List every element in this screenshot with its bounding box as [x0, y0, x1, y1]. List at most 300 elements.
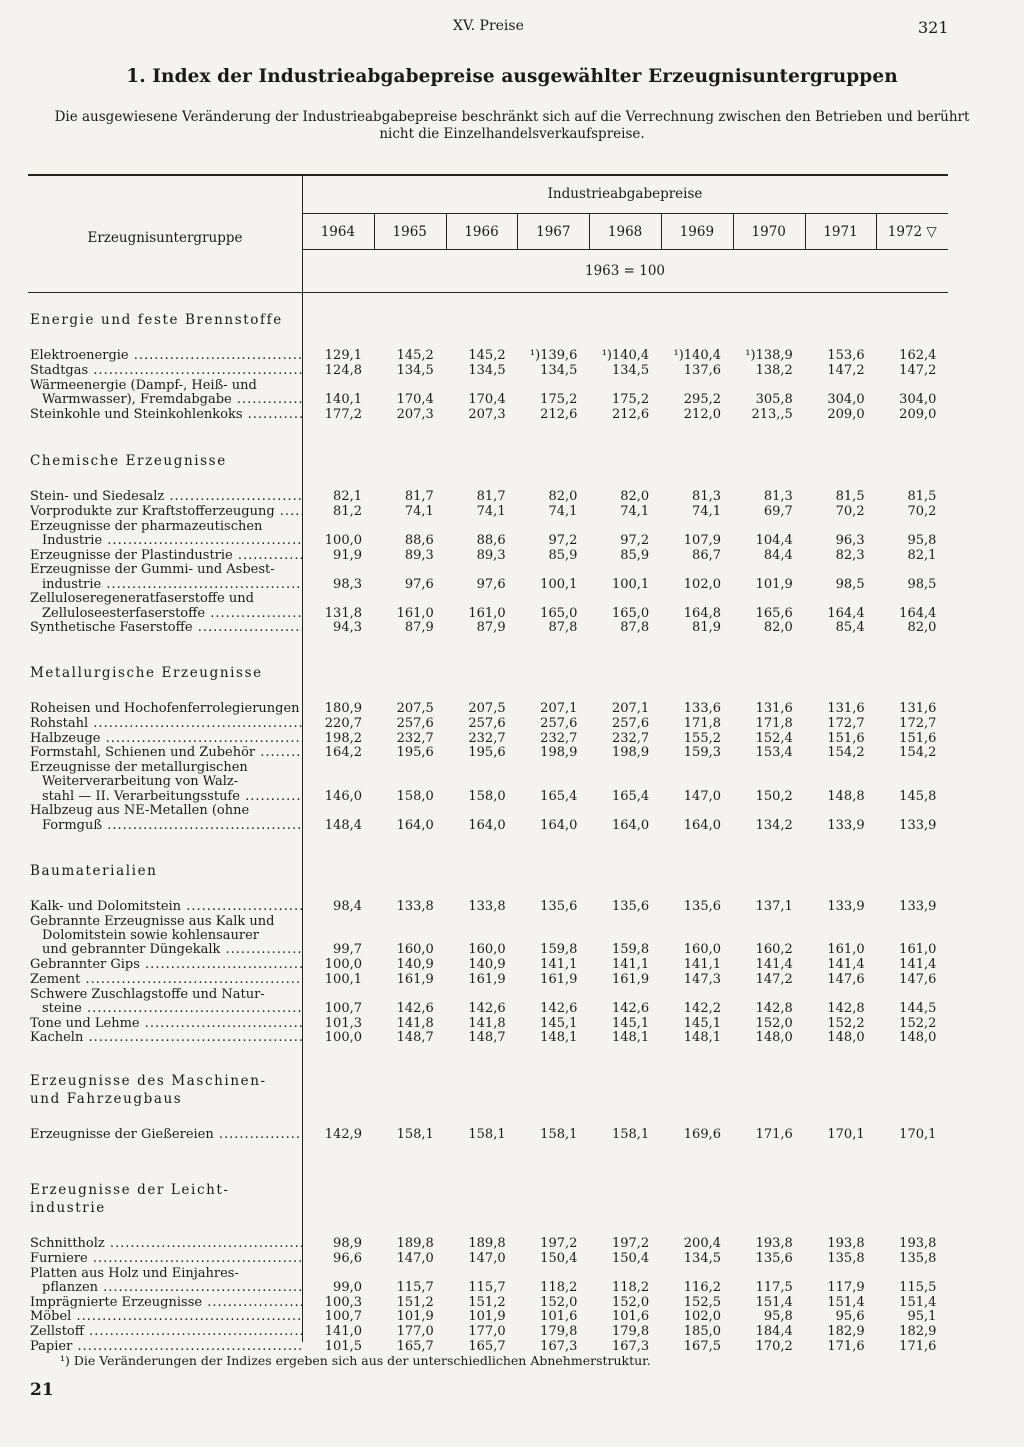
value-cell: 81,7 [476, 489, 506, 504]
row-label-line: Stein- und Siedesalz ..... [30, 490, 302, 504]
value-cell: 179,8 [540, 1324, 578, 1340]
value-cell: 170,4 [396, 391, 434, 407]
value-cell: 148,8 [827, 788, 865, 804]
value-cell: 148,7 [396, 1030, 434, 1046]
value-cell: 115,5 [899, 1279, 937, 1295]
value-cell: 145,1 [540, 1015, 578, 1031]
value-cell: 158,1 [396, 1127, 434, 1142]
year-header-cell: 1971 [823, 224, 858, 240]
value-cell: 140,1 [324, 391, 362, 407]
value-cell: 81,9 [692, 620, 721, 636]
value-cell: 141,4 [827, 957, 865, 972]
value-cell: 160,0 [468, 942, 506, 958]
value-cell: 69,7 [763, 503, 793, 519]
row-label [30, 592, 302, 620]
value-cell: 170,1 [827, 1127, 865, 1142]
value-cell: 165,7 [396, 1339, 434, 1354]
value-cell: 232,7 [540, 730, 578, 746]
value-cell: 101,9 [396, 1309, 434, 1325]
row-label-line: Zelluloseregeneratfaserstoffe und [30, 592, 254, 607]
value-cell: 189,8 [468, 1236, 506, 1251]
value-cell: 179,8 [611, 1324, 650, 1340]
value-cell: 154,2 [899, 745, 937, 761]
value-cell: 164,0 [540, 817, 578, 833]
value-cell: 164,0 [468, 817, 506, 833]
value-cell: 133,8 [396, 899, 434, 914]
row-label [30, 621, 302, 635]
page-number: 321 [918, 18, 949, 37]
row-label-line: Steinkohle und Steinkohlenkoks ..... [30, 408, 302, 422]
value-cell: 102,0 [683, 1309, 721, 1325]
row-label-line: Kacheln ..... [30, 1031, 302, 1045]
value-cell: 134,5 [683, 1250, 721, 1266]
year-header-cell: 1967 [536, 224, 571, 240]
value-cell: 95,6 [835, 1309, 865, 1325]
value-cell: 161,9 [540, 971, 578, 987]
value-cell: 100,0 [324, 1030, 362, 1046]
value-cell: 135,6 [611, 899, 650, 914]
value-cell: 193,8 [899, 1236, 937, 1251]
row-label [30, 746, 302, 760]
row-label-line: Warmwasser), Fremdabgabe ..... [30, 393, 302, 407]
row-label [30, 520, 302, 548]
row-label-line: Elektroenergie ..... [30, 349, 302, 363]
value-cell: 98,3 [333, 576, 362, 592]
year-separator [589, 213, 590, 249]
row-label [30, 1296, 302, 1310]
value-cell: 160,2 [755, 942, 793, 958]
value-cell: 81,7 [404, 489, 434, 504]
value-cell: 87,9 [404, 620, 434, 636]
value-cell: 104,4 [755, 532, 793, 548]
value-cell: 170,2 [755, 1339, 793, 1354]
section-title [30, 1181, 230, 1217]
row-label [30, 1017, 302, 1031]
value-cell: 82,1 [333, 489, 362, 504]
value-cell: 70,2 [835, 503, 865, 519]
value-cell: 85,4 [835, 620, 865, 636]
row-label-line: Halbzeuge ..... [30, 732, 302, 746]
value-cell: 305,8 [755, 391, 793, 407]
value-cell: 100,7 [324, 1309, 362, 1325]
value-cell: 207,3 [396, 406, 434, 422]
value-cell: 161,0 [827, 942, 865, 958]
row-label-line: Erzeugnisse der Plastindustrie ..... [30, 549, 302, 563]
value-cell: 304,0 [899, 391, 937, 407]
section-title-line: Erzeugnisse der Leicht- [30, 1182, 230, 1198]
value-cell: 159,3 [683, 745, 721, 761]
row-label [30, 900, 302, 914]
value-cell: 152,2 [899, 1015, 937, 1031]
row-label-line: Formstahl, Schienen und Zubehör ..... [30, 746, 302, 760]
row-label-line: Zellstoff ..... [30, 1325, 302, 1339]
value-cell: 198,2 [324, 730, 362, 746]
value-cell: 118,2 [540, 1279, 578, 1295]
value-cell: 182,9 [899, 1324, 937, 1340]
value-cell: 257,6 [540, 715, 578, 731]
value-cell: ¹)140,4 [601, 348, 650, 363]
value-cell: 134,5 [540, 362, 578, 378]
row-label-line: Dolomitstein sowie kohlensaurer [42, 929, 260, 943]
value-cell: 142,8 [827, 1000, 865, 1016]
year-separator [876, 213, 877, 249]
value-cell: 175,2 [540, 391, 578, 407]
value-cell: 115,7 [468, 1279, 506, 1295]
row-label [30, 364, 302, 378]
value-cell: 161,0 [899, 942, 937, 958]
value-cell: 141,4 [899, 957, 937, 972]
row-label-line: industrie ..... [30, 578, 302, 592]
value-cell: 100,1 [611, 576, 650, 592]
section-title-line: Metallurgische Erzeugnisse [30, 665, 263, 681]
row-label-line: Gebrannte Erzeugnisse aus Kalk und [30, 914, 275, 929]
value-cell: 185,0 [683, 1324, 721, 1340]
value-cell: 95,8 [763, 1309, 793, 1325]
value-cell: 159,8 [611, 942, 650, 958]
value-cell: 134,5 [611, 362, 650, 378]
value-cell: 164,2 [324, 745, 362, 761]
value-cell: 162,4 [899, 348, 937, 363]
value-cell: 147,6 [827, 971, 865, 987]
value-cell: 135,8 [899, 1250, 937, 1266]
value-cell: 101,9 [468, 1309, 506, 1325]
value-cell: 148,0 [827, 1030, 865, 1046]
value-cell: 141,8 [468, 1015, 506, 1031]
value-cell: 160,0 [396, 942, 434, 958]
value-cell: 141,0 [324, 1324, 362, 1340]
section-title [30, 452, 227, 470]
row-label-line: Zelluloseesterfaserstoffe ..... [30, 607, 302, 621]
value-cell: 257,6 [611, 715, 650, 731]
value-cell: 164,0 [611, 817, 650, 833]
value-cell: 177,0 [396, 1324, 434, 1340]
value-cell: 100,1 [540, 576, 578, 592]
value-cell: 82,0 [548, 489, 578, 504]
year-header-cell: 1964 [320, 224, 356, 240]
value-cell: 158,1 [540, 1127, 578, 1142]
value-cell: 142,2 [683, 1000, 721, 1016]
value-cell: 151,2 [468, 1294, 506, 1310]
value-cell: 165,0 [540, 605, 578, 621]
value-cell: 100,3 [324, 1294, 362, 1310]
row-label [30, 915, 302, 958]
row-label-line: Industrie ..... [30, 534, 302, 548]
row-label-line: Stadtgas ..... [30, 364, 302, 378]
year-separator [805, 213, 806, 249]
value-cell: 82,0 [907, 620, 937, 636]
value-cell: 164,0 [396, 817, 434, 833]
value-cell: 107,9 [683, 532, 721, 548]
value-cell: 96,3 [835, 532, 865, 548]
value-cell: 131,8 [324, 605, 362, 621]
value-cell: 96,6 [333, 1250, 362, 1266]
row-label-line: Halbzeug aus NE-Metallen (ohne [30, 804, 250, 819]
value-cell: 209,0 [899, 406, 937, 422]
row-label-line: steine ..... [30, 1002, 302, 1016]
value-cell: 164,4 [827, 605, 865, 621]
section-title [30, 862, 157, 880]
value-cell: 193,8 [755, 1236, 793, 1251]
value-cell: 74,1 [404, 503, 434, 519]
value-cell: 116,2 [683, 1279, 721, 1295]
value-cell: 151,6 [827, 730, 865, 746]
value-cell: 133,9 [827, 817, 865, 833]
value-cell: 212,0 [683, 406, 721, 422]
value-cell: 170,4 [468, 391, 506, 407]
value-cell: 89,3 [404, 547, 434, 563]
value-cell: 81,5 [835, 489, 865, 504]
value-cell: 81,3 [692, 489, 721, 504]
value-cell: 155,2 [683, 730, 721, 746]
value-cell: 171,6 [755, 1127, 793, 1142]
value-cell: 232,7 [396, 730, 434, 746]
value-cell: 148,0 [755, 1030, 793, 1046]
value-cell: 171,8 [755, 715, 793, 731]
row-label-line: Tone und Lehme ..... [30, 1017, 302, 1031]
row-label [30, 761, 302, 804]
value-cell: 142,8 [755, 1000, 793, 1016]
value-cell: 220,7 [324, 715, 362, 731]
value-cell: 257,6 [468, 715, 506, 731]
row-label-line: Erzeugnisse der Gummi- und Asbest- [30, 563, 275, 578]
value-cell: 140,9 [468, 957, 506, 972]
value-cell: 95,1 [907, 1309, 937, 1325]
value-cell: 195,6 [468, 745, 506, 761]
value-cell: 197,2 [611, 1236, 650, 1251]
value-cell: 141,1 [611, 957, 650, 972]
row-label-line: und gebrannter Düngekalk ..... [30, 943, 302, 957]
value-cell: 184,4 [755, 1324, 793, 1340]
row-label-line: Gebrannter Gips ..... [30, 958, 302, 972]
value-cell: 257,6 [396, 715, 434, 731]
row-label [30, 1237, 302, 1251]
value-cell: 167,3 [540, 1339, 578, 1354]
value-cell: 304,0 [827, 391, 865, 407]
group-header: Industrieabgabepreise [547, 186, 703, 202]
value-cell: 87,8 [548, 620, 578, 636]
value-cell: 98,9 [333, 1236, 362, 1251]
value-cell: 97,2 [548, 532, 578, 548]
row-label [30, 379, 302, 407]
value-cell: 195,6 [396, 745, 434, 761]
row-label-line: Platten aus Holz und Einjahres- [30, 1266, 239, 1281]
section-title [30, 311, 283, 329]
value-cell: 148,1 [683, 1030, 721, 1046]
value-cell: 142,9 [324, 1127, 362, 1142]
year-header-cell: 1969 [679, 224, 715, 240]
row-label [30, 1267, 302, 1295]
value-cell: 141,1 [683, 957, 721, 972]
row-label [30, 408, 302, 422]
value-cell: 148,0 [899, 1030, 937, 1046]
value-cell: 172,7 [827, 715, 865, 731]
row-label-line: Imprägnierte Erzeugnisse ..... [30, 1296, 302, 1310]
year-header-cell: 1965 [392, 224, 427, 240]
section-title-line: industrie [30, 1200, 106, 1216]
year-separator [517, 213, 518, 249]
row-label-line: Formguß ..... [30, 819, 302, 833]
value-cell: 232,7 [611, 730, 650, 746]
footnote: ¹) Die Veränderungen der Indizes ergeben sich aus der unterschiedlichen Abnehmerstruktur. [60, 1353, 651, 1368]
row-label-line: Möbel ..... [30, 1310, 302, 1324]
value-cell: 85,9 [620, 547, 650, 563]
header-rule-1 [302, 213, 948, 214]
value-cell: 182,9 [827, 1324, 865, 1340]
value-cell: 85,9 [548, 547, 578, 563]
page-header [0, 18, 1024, 40]
row-label-line: stahl — II. Verarbeitungsstufe ..... [30, 790, 302, 804]
value-cell: 150,2 [755, 788, 793, 804]
row-label [30, 988, 302, 1016]
value-cell: 152,4 [755, 730, 793, 746]
value-cell: 161,9 [468, 971, 506, 987]
value-cell: 82,3 [835, 547, 865, 563]
year-separator [733, 213, 734, 249]
value-cell: 97,6 [476, 576, 506, 592]
value-cell: 129,1 [324, 348, 362, 363]
value-cell: 175,2 [611, 391, 650, 407]
section-title-line: Chemische Erzeugnisse [30, 453, 227, 469]
value-cell: 207,3 [468, 406, 506, 422]
value-cell: 147,0 [468, 1250, 506, 1266]
year-header-cell: 1972 ▽ [887, 224, 937, 240]
value-cell: 87,9 [476, 620, 506, 636]
row-label [30, 958, 302, 972]
value-cell: 213,,5 [751, 406, 793, 422]
value-cell: 142,6 [540, 1000, 578, 1016]
value-cell: 142,6 [468, 1000, 506, 1016]
value-cell: 94,3 [333, 620, 362, 636]
value-cell: 147,2 [827, 362, 865, 378]
value-cell: 135,6 [540, 899, 578, 914]
value-cell: 161,9 [611, 971, 650, 987]
value-cell: 145,2 [396, 348, 434, 363]
base-year: 1963 = 100 [584, 263, 666, 279]
section-title [30, 1072, 267, 1108]
value-cell: 197,2 [540, 1236, 578, 1251]
row-label-line: Papier ..... [30, 1340, 302, 1354]
value-cell: 117,5 [755, 1279, 793, 1295]
value-cell: 140,9 [396, 957, 434, 972]
value-cell: 164,4 [899, 605, 937, 621]
value-cell: 145,1 [611, 1015, 650, 1031]
value-cell: 142,6 [396, 1000, 434, 1016]
value-cell: 131,6 [755, 701, 793, 716]
value-cell: 97,6 [404, 576, 434, 592]
row-label-line: Vorprodukte zur Kraftstofferzeugung ..... [30, 505, 302, 519]
value-cell: 207,5 [396, 701, 434, 716]
value-cell: 151,4 [827, 1294, 865, 1310]
row-label [30, 549, 302, 563]
value-cell: 152,0 [540, 1294, 578, 1310]
value-cell: 209,0 [827, 406, 865, 422]
table-top-rule [28, 174, 948, 176]
row-label-line: Wärmeenergie (Dampf-, Heiß- und [30, 378, 257, 393]
value-cell: 124,8 [324, 362, 362, 378]
value-cell: 102,0 [683, 576, 721, 592]
value-cell: 152,0 [755, 1015, 793, 1031]
value-cell: 82,0 [763, 620, 793, 636]
value-cell: 141,8 [396, 1015, 434, 1031]
value-cell: 86,7 [692, 547, 721, 563]
value-cell: 134,5 [468, 362, 506, 378]
footer-number: 21 [30, 1380, 54, 1400]
value-cell: 99,7 [333, 942, 362, 958]
value-cell: 151,2 [396, 1294, 434, 1310]
value-cell: 74,1 [692, 503, 721, 519]
row-label [30, 973, 302, 987]
value-cell: 148,4 [324, 817, 362, 833]
row-label [30, 1325, 302, 1339]
value-cell: 148,1 [540, 1030, 578, 1046]
value-cell: 152,2 [827, 1015, 865, 1031]
value-cell: 158,0 [396, 788, 434, 804]
value-cell: 232,7 [468, 730, 506, 746]
value-cell: 141,4 [755, 957, 793, 972]
value-cell: 133,8 [468, 899, 506, 914]
value-cell: 151,4 [899, 1294, 937, 1310]
value-cell: 87,8 [620, 620, 650, 636]
value-cell: 133,9 [827, 899, 865, 914]
value-cell: 147,0 [396, 1250, 434, 1266]
value-cell: 158,0 [468, 788, 506, 804]
value-cell: 137,6 [683, 362, 721, 378]
value-cell: 89,3 [476, 547, 506, 563]
value-cell: 74,1 [476, 503, 506, 519]
year-separator [661, 213, 662, 249]
value-cell: 153,6 [827, 348, 865, 363]
value-cell: 91,9 [333, 547, 362, 563]
row-label [30, 804, 302, 832]
value-cell: 198,9 [611, 745, 650, 761]
value-cell: 150,4 [540, 1250, 578, 1266]
value-cell: 164,8 [683, 605, 721, 621]
value-cell: 100,0 [324, 532, 362, 548]
year-separator [446, 213, 447, 249]
year-separator [374, 213, 375, 249]
value-cell: 207,1 [540, 701, 578, 716]
value-cell: 101,5 [324, 1339, 362, 1354]
value-cell: 100,1 [324, 971, 362, 987]
value-cell: 207,5 [468, 701, 506, 716]
value-cell: 152,0 [611, 1294, 650, 1310]
row-label-line: Furniere ..... [30, 1252, 302, 1266]
row-label [30, 1031, 302, 1045]
value-cell: 74,1 [620, 503, 650, 519]
value-cell: 171,6 [827, 1339, 865, 1354]
table-title: 1. Index der Industrieabgabepreise ausgewählter Erzeugnisuntergruppen [126, 66, 898, 87]
value-cell: 295,2 [683, 391, 721, 407]
row-label [30, 1252, 302, 1266]
row-label [30, 1128, 302, 1142]
value-cell: 147,2 [755, 971, 793, 987]
row-header: Erzeugnisuntergruppe [87, 230, 243, 246]
value-cell: 138,2 [755, 362, 793, 378]
value-cell: 142,6 [611, 1000, 650, 1016]
value-cell: ¹)139,6 [529, 348, 578, 363]
value-cell: 81,2 [333, 503, 362, 519]
value-cell: 98,4 [333, 899, 362, 914]
value-cell: 147,3 [683, 971, 721, 987]
value-cell: 167,3 [611, 1339, 650, 1354]
row-label-line: Erzeugnisse der metallurgischen [30, 761, 248, 776]
year-header-cell: 1968 [607, 224, 643, 240]
row-label-line: Zement ..... [30, 973, 302, 987]
value-cell: 134,2 [755, 817, 793, 833]
value-cell: ¹)138,9 [745, 348, 793, 363]
value-cell: 189,8 [396, 1236, 434, 1251]
row-label-line: Synthetische Faserstoffe ..... [30, 621, 302, 635]
